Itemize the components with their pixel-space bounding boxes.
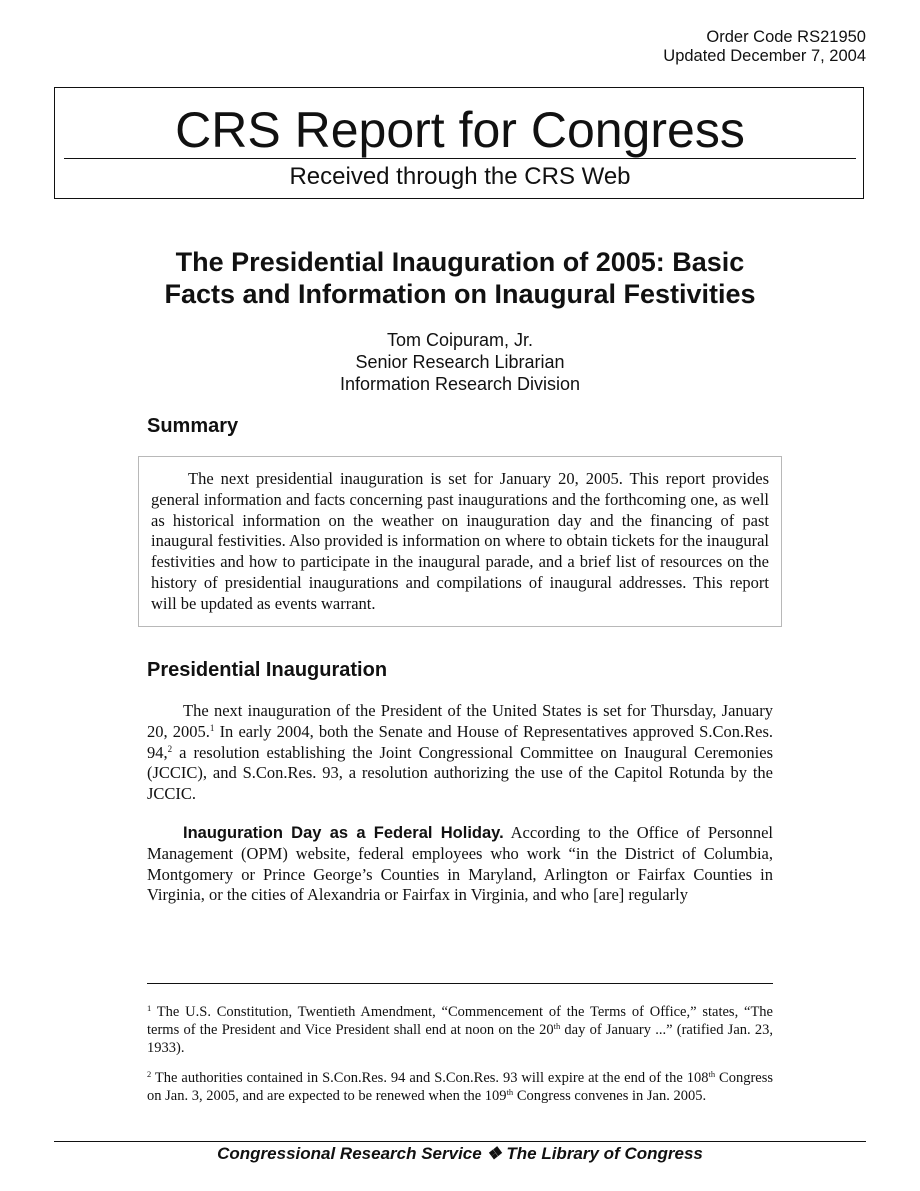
paragraph-text: a resolution establishing the Joint Congressional Committee on Inaugural Ceremonies (JCCIC), and S.Con.Res. 93, a resolution authorizing the use of the Capitol Rotunda by the JCCIC.	[147, 742, 773, 804]
author-division: Information Research Division	[339, 374, 581, 394]
order-code: Order Code RS21950	[706, 28, 866, 46]
footer-rule	[54, 1141, 866, 1142]
footnote	[147, 1003, 773, 1057]
footnote-text: Congress on Jan. 3, 2005, and are expected to be renewed when the 109	[147, 1070, 773, 1104]
footnote	[147, 1069, 773, 1105]
footnote-text: The U.S. Constitution, Twentieth Amendment, “Commencement of the Terms of Office,” states, “The terms of the President and Vice President shall end at noon on the 20	[147, 1004, 773, 1038]
run-in-heading: Inauguration Day as a Federal Holiday.	[183, 824, 504, 842]
paragraph-text: According to the Office of Personnel Management (OPM) website, federal employees who work “in the District of Columbia, Montgomery or Prince George’s Counties in Maryland, Arlington or Fairfax Counties in Virginia, or the cities of Alexandria or Fairfax in Virginia, and who [are] regularly	[147, 823, 773, 905]
footnote-ref[interactable]: 2	[167, 743, 173, 754]
paragraph-text: In early 2004, both the Senate and House of Representatives approved S.Con.Res. 94,	[147, 721, 773, 762]
banner-title: CRS Report for Congress	[175, 102, 745, 158]
body-paragraph	[147, 823, 773, 906]
page-footer: Congressional Research Service ❖ The Library of Congress	[217, 1144, 703, 1163]
author-name: Tom Coipuram, Jr.	[386, 330, 534, 350]
author-block	[0, 329, 920, 395]
order-code-block	[663, 28, 866, 66]
ordinal-suffix: th	[506, 1087, 514, 1097]
banner-subtitle: Received through the CRS Web	[289, 163, 631, 190]
body-paragraph	[147, 701, 773, 805]
banner-rule	[64, 158, 856, 159]
footnote-text: Congress convenes in Jan. 2005.	[513, 1088, 707, 1104]
updated-date: Updated December 7, 2004	[663, 47, 866, 65]
author-title: Senior Research Librarian	[355, 352, 565, 372]
footnote-text: The authorities contained in S.Con.Res. 94 and S.Con.Res. 93 will expire at the end of the 108	[151, 1070, 709, 1086]
footnote-mark: 2	[147, 1069, 152, 1079]
summary-text: The next presidential inauguration is set for January 20, 2005. This report provides general information and facts concerning past inaugurations and the forthcoming one, as well as historical information on the weather on inauguration day and the financing of past inaugural festivities. Also provided is information on where to obtain tickets for the inaugural festivities and how to participate in the inaugural parade, and a brief list of resources on the history of presidential inaugurations and compilations of inaugural addresses. This report will be updated as events warrant.	[151, 469, 769, 613]
footnote-ref[interactable]: 1	[209, 722, 215, 733]
ordinal-suffix: th	[708, 1069, 716, 1079]
footnote-mark: 1	[147, 1003, 152, 1013]
footnote-rule	[147, 983, 773, 984]
document-title: The Presidential Inauguration of 2005: Basic Facts and Information on Inaugural Festivities	[164, 247, 756, 309]
ordinal-suffix: th	[553, 1021, 561, 1031]
paragraph-text: The next inauguration of the President of the United States is set for Thursday, January 20, 2005.	[147, 701, 773, 741]
footnote-text: day of January ...” (ratified Jan. 23, 1933).	[147, 1022, 773, 1056]
section-heading: Presidential Inauguration	[147, 659, 388, 681]
summary-heading: Summary	[147, 415, 239, 437]
